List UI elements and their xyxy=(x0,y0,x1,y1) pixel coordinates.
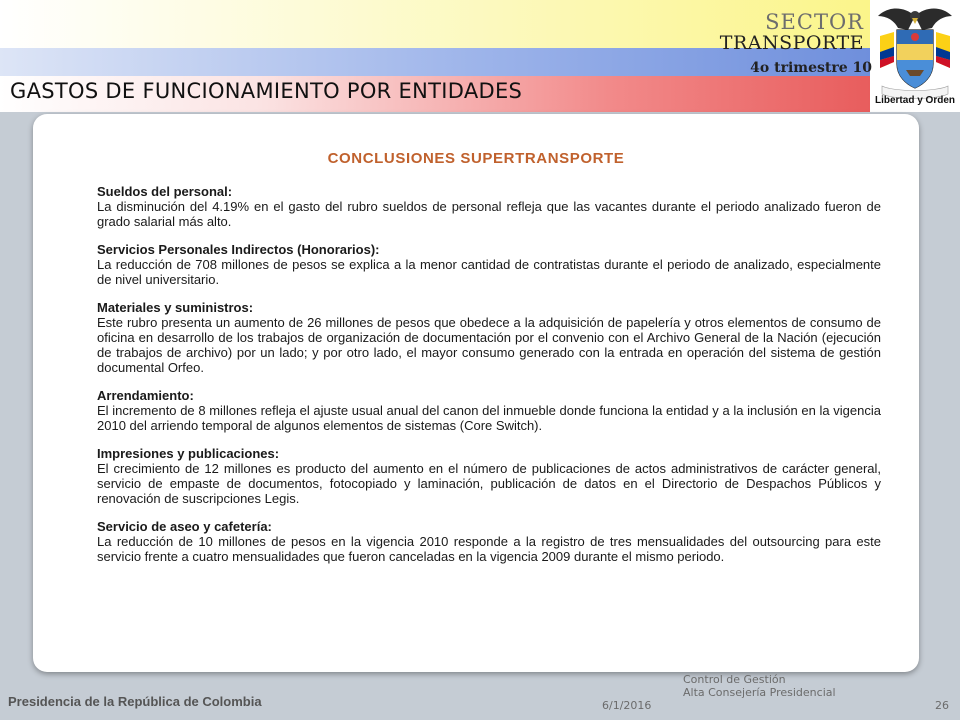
conclusions-list xyxy=(97,184,881,577)
section-impresiones xyxy=(97,446,881,506)
footer-unit xyxy=(683,673,836,699)
sector-label: SECTOR xyxy=(765,10,864,34)
section-materiales xyxy=(97,300,881,375)
footer-unit-line2: Alta Consejería Presidencial xyxy=(683,686,836,699)
footer-unit-line1: Control de Gestión xyxy=(683,673,786,686)
footer-organization: Presidencia de la República de Colombia xyxy=(8,694,262,709)
section-aseo xyxy=(97,519,881,564)
conclusions-card xyxy=(33,114,919,672)
section-heading: Servicio de aseo y cafetería: xyxy=(97,519,272,534)
section-body: La reducción de 708 millones de pesos se explica a la menor cantidad de contratistas durante el periodo de analizado, especialmente de nivel universitario. xyxy=(97,257,881,287)
section-arrendamiento xyxy=(97,388,881,433)
section-heading: Arrendamiento: xyxy=(97,388,194,403)
card-title: CONCLUSIONES SUPERTRANSPORTE xyxy=(327,150,625,167)
section-body: El crecimiento de 12 millones es producto del aumento en el número de publicaciones de actos administrativos de carácter general, servicio de empaste de documentos, fotocopiado y laminación, publicación de datos en el Directorio de Despachos Públicos y renovación de suscripciones Legis. xyxy=(97,461,881,506)
section-honorarios xyxy=(97,242,881,287)
section-body: El incremento de 8 millones refleja el ajuste usual anual del canon del inmueble donde funciona la entidad y a la inclusión en la vigencia 2010 del arriendo temporal de algunos elementos de sistemas (Core Switch). xyxy=(97,403,881,433)
colombia-coat-of-arms-icon xyxy=(874,2,956,110)
footer-date: 6/1/2016 xyxy=(602,699,652,712)
section-body: La reducción de 10 millones de pesos en la vigencia 2010 responde a la registro de tres mensualidades del outsourcing para este servicio frente a cuatro mensualidades que fueron canceladas en la vigencia 2009 durante el mismo periodo. xyxy=(97,534,881,564)
section-body: Este rubro presenta un aumento de 26 millones de pesos que obedece a la adquisición de papelería y otros elementos de consumo de oficina en desarrollo de los trabajos de organización de documentación por el convenio con el Archivo General de la Nación (ejecución de trabajos de archivo) por un lado; y por otro lado, el mayor consumo generado con la entrada en operación del sistema de gestión documental Orfeo. xyxy=(97,315,881,375)
section-body: La disminución del 4.19% en el gasto del rubro sueldos de personal refleja que las vacantes durante el periodo analizado fueron de grado salarial más alto. xyxy=(97,199,881,229)
trimestre-label: 4o trimestre 10 xyxy=(750,60,872,76)
section-sueldos xyxy=(97,184,881,229)
section-heading: Servicios Personales Indirectos (Honorarios): xyxy=(97,242,380,257)
section-heading: Sueldos del personal: xyxy=(97,184,233,199)
transporte-label: TRANSPORTE xyxy=(719,32,864,54)
seal-motto: Libertad y Orden xyxy=(874,95,955,106)
section-heading: Materiales y suministros: xyxy=(97,300,254,315)
page-number: 26 xyxy=(935,699,949,712)
page-title: GASTOS DE FUNCIONAMIENTO POR ENTIDADES xyxy=(10,79,523,103)
section-heading: Impresiones y publicaciones: xyxy=(97,446,280,461)
